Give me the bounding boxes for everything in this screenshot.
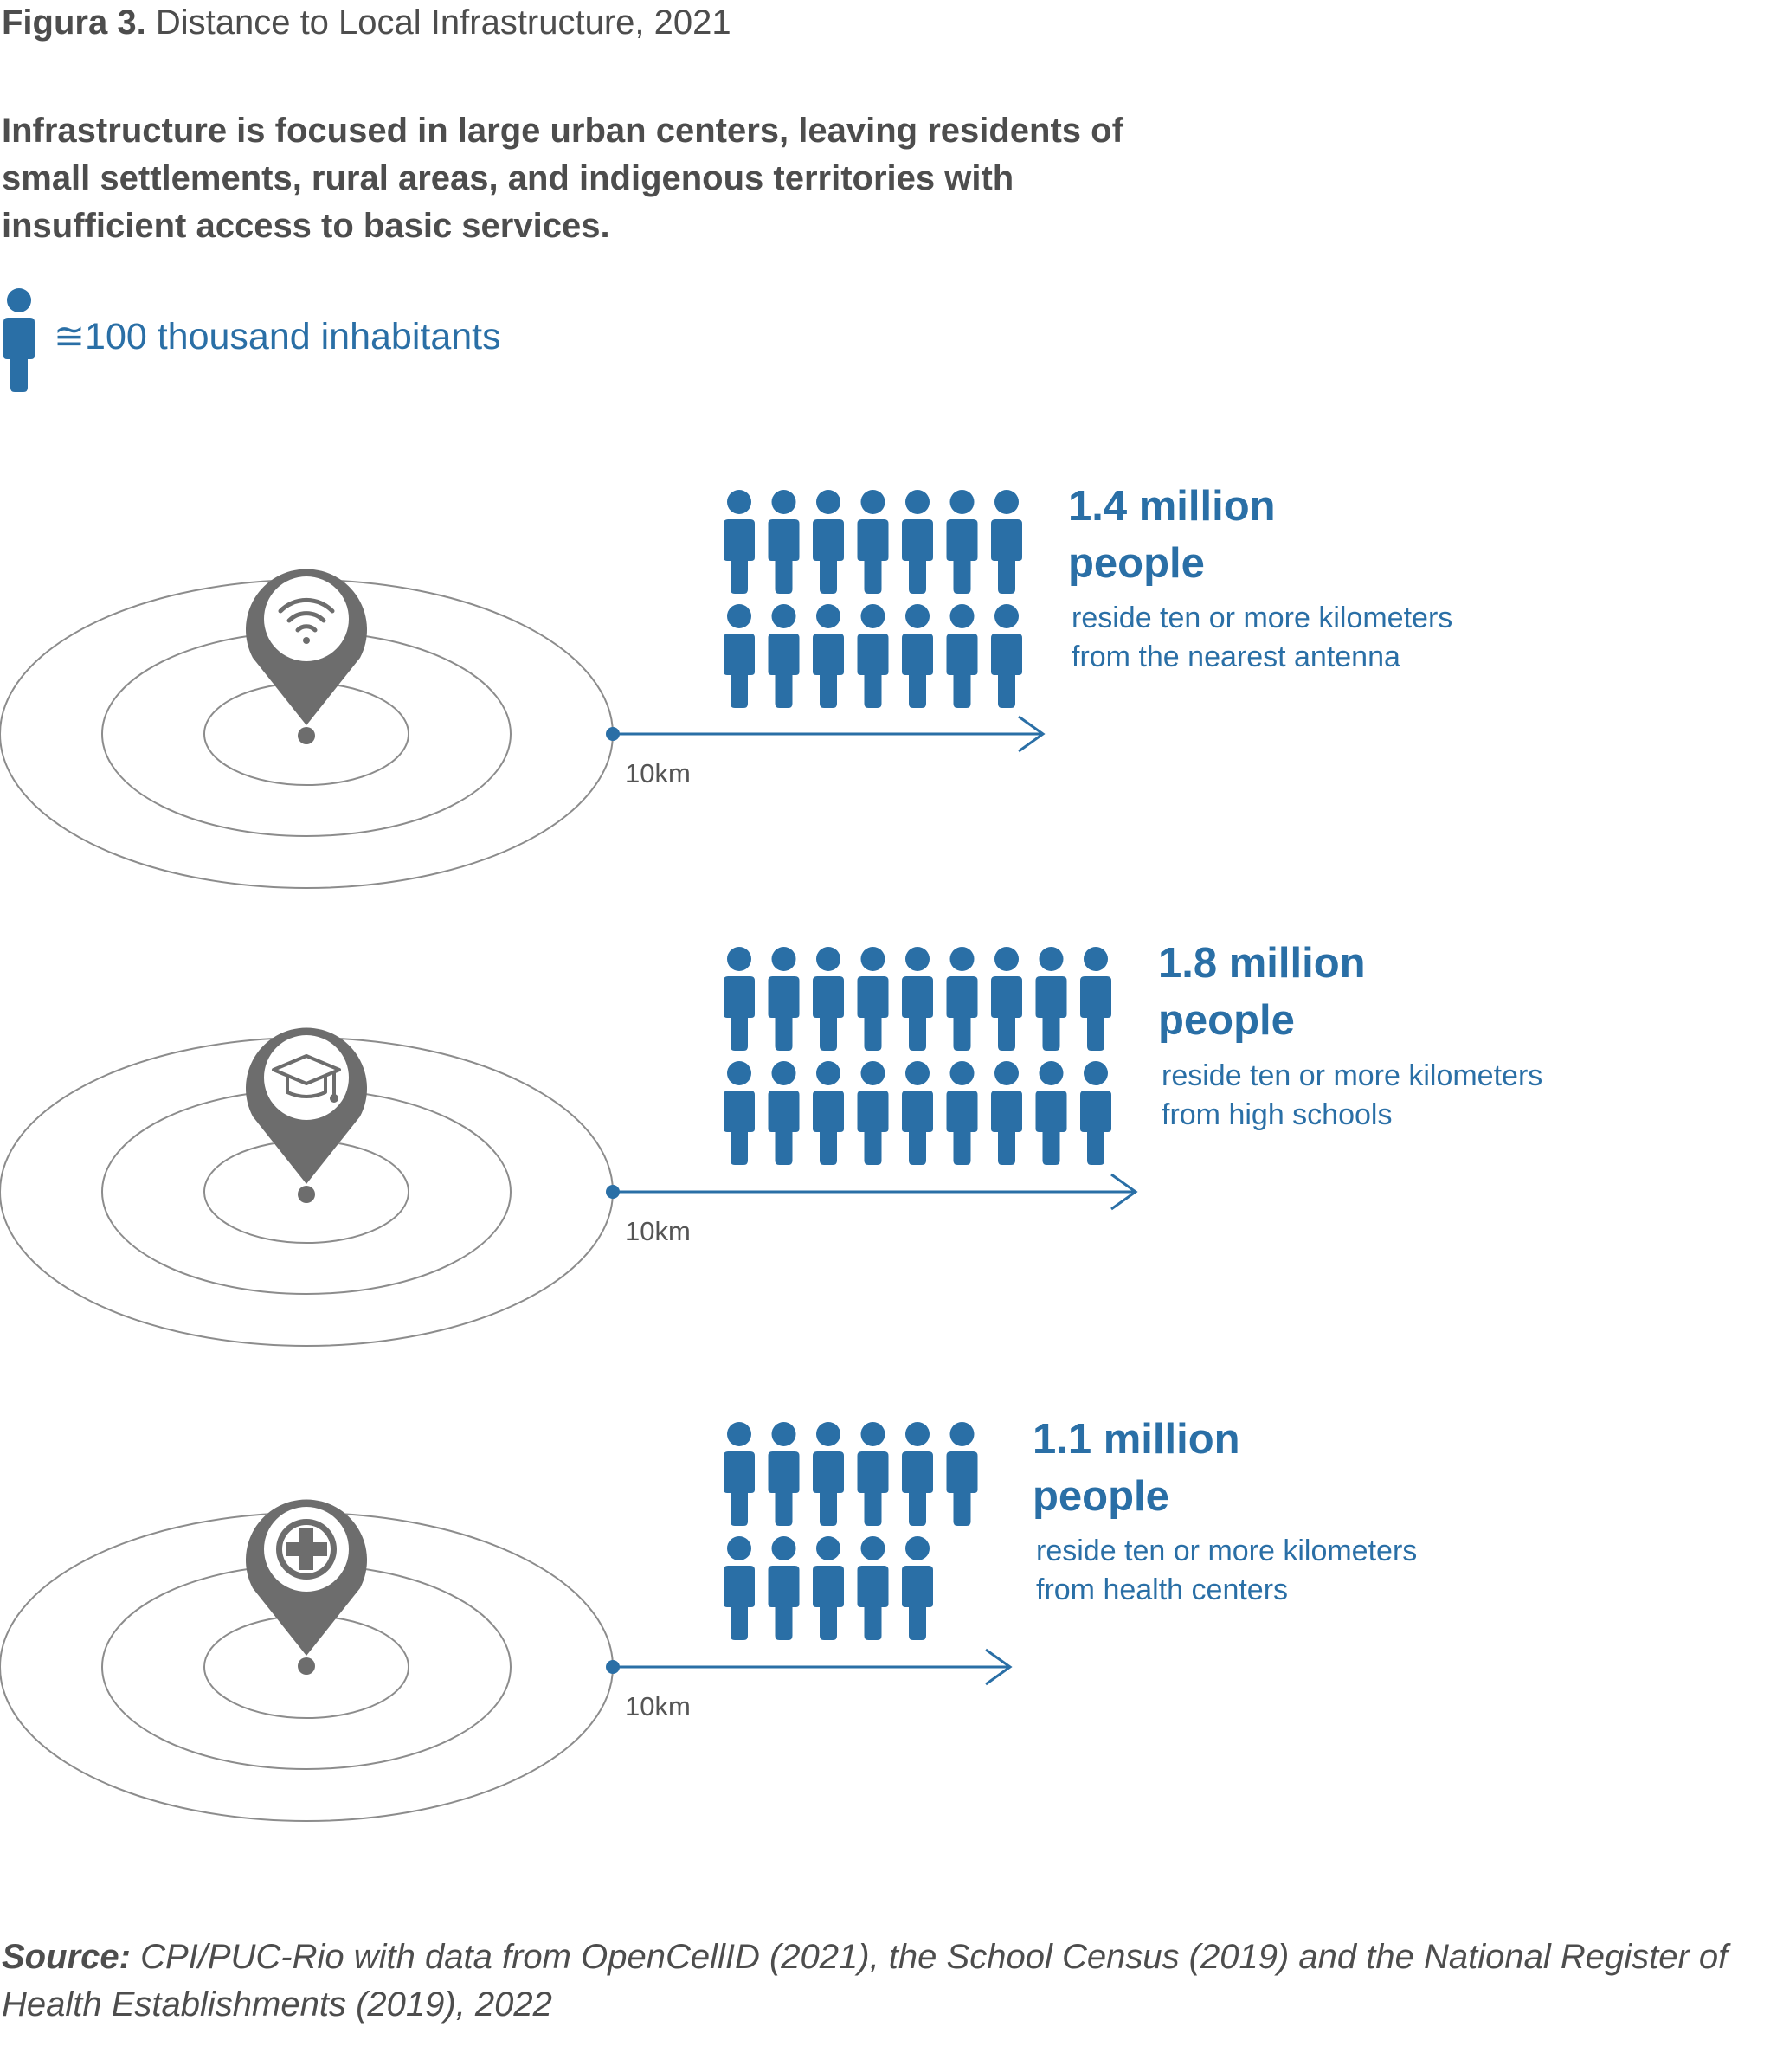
count-unit: people	[1068, 540, 1205, 587]
person-icon	[858, 1061, 889, 1165]
source-label: Source:	[2, 1938, 131, 1976]
person-icon	[947, 604, 978, 708]
person-icon	[1036, 947, 1067, 1051]
person-icon	[813, 604, 844, 708]
distance-arrow	[606, 1650, 1010, 1684]
person-icon	[991, 604, 1022, 708]
description-line: from the nearest antenna	[1072, 640, 1400, 673]
description-antenna	[1072, 599, 1452, 677]
distance-arrow	[606, 717, 1043, 751]
distance-label: 10km	[625, 758, 691, 788]
medical-cross-icon	[276, 1519, 337, 1580]
people-icons-antenna	[724, 490, 1022, 708]
person-icon	[991, 490, 1022, 594]
panel-high-school	[0, 947, 1136, 1346]
count-value: 1.1 million	[1033, 1416, 1240, 1463]
person-icon	[724, 1422, 755, 1526]
figure-label: Figura 3.	[2, 3, 146, 42]
count-unit: people	[1033, 1473, 1169, 1520]
distance-label: 10km	[625, 1691, 691, 1721]
person-icon	[858, 947, 889, 1051]
legend-text: 100 thousand inhabitants	[85, 316, 501, 357]
person-icon	[1036, 1061, 1067, 1165]
description-health-center	[1036, 1532, 1417, 1610]
person-icon	[858, 1536, 889, 1640]
person-icon	[858, 1422, 889, 1526]
person-icon	[902, 1422, 933, 1526]
description-high-school	[1162, 1057, 1542, 1135]
people-icons-high-school	[724, 947, 1111, 1165]
source-note	[2, 1934, 1776, 2029]
approx-symbol: ≅	[54, 316, 86, 357]
count-health-center	[1033, 1411, 1240, 1525]
person-icon	[3, 288, 35, 392]
distance-arrow	[606, 1174, 1136, 1209]
panel-health-center	[0, 1422, 1010, 1821]
count-value: 1.8 million	[1158, 940, 1366, 987]
person-icon	[813, 947, 844, 1051]
figure-title-text: Distance to Local Infrastructure, 2021	[155, 3, 731, 42]
count-antenna	[1068, 478, 1276, 592]
person-icon	[724, 1536, 755, 1640]
figure-subtitle: Infrastructure is focused in large urban centers, leaving residents of small settlements, rural areas, and indigenous territories with insufficient access to basic services.	[2, 112, 1123, 245]
location-pin-icon	[246, 1028, 367, 1203]
location-pin-icon	[246, 1500, 367, 1675]
person-icon	[902, 604, 933, 708]
person-icon	[813, 1536, 844, 1640]
person-icon	[769, 1061, 800, 1165]
count-unit: people	[1158, 997, 1295, 1044]
person-icon	[991, 1061, 1022, 1165]
person-icon	[724, 947, 755, 1051]
person-icon	[902, 947, 933, 1051]
person-icon	[769, 947, 800, 1051]
source-text: CPI/PUC-Rio with data from OpenCellID (2021), the School Census (2019) and the National Register of Health Establishments (2019), 2022	[2, 1938, 1728, 2024]
people-icons-health-center	[724, 1422, 978, 1640]
location-pin-icon	[246, 569, 367, 744]
person-icon	[813, 1422, 844, 1526]
person-icon	[1080, 947, 1111, 1051]
person-icon	[769, 1422, 800, 1526]
person-icon	[769, 604, 800, 708]
person-icon	[724, 604, 755, 708]
person-icon	[1080, 1061, 1111, 1165]
description-line: from high schools	[1162, 1098, 1393, 1131]
person-icon	[813, 1061, 844, 1165]
count-high-school	[1158, 935, 1366, 1049]
description-line: reside ten or more kilometers	[1162, 1059, 1543, 1092]
person-icon	[947, 490, 978, 594]
distance-label: 10km	[625, 1216, 691, 1246]
person-icon	[858, 490, 889, 594]
panel-antenna	[0, 490, 1043, 888]
person-icon	[813, 490, 844, 594]
person-icon	[858, 604, 889, 708]
person-icon	[769, 1536, 800, 1640]
person-icon	[947, 947, 978, 1051]
person-icon	[947, 1422, 978, 1526]
person-icon	[724, 490, 755, 594]
person-icon	[902, 490, 933, 594]
description-line: reside ten or more kilometers	[1072, 602, 1453, 634]
person-icon	[902, 1061, 933, 1165]
count-value: 1.4 million	[1068, 483, 1276, 530]
person-icon	[724, 1061, 755, 1165]
description-line: from health centers	[1036, 1573, 1289, 1606]
person-icon	[991, 947, 1022, 1051]
person-icon	[947, 1061, 978, 1165]
person-icon	[902, 1536, 933, 1640]
description-line: reside ten or more kilometers	[1036, 1535, 1418, 1567]
person-icon	[769, 490, 800, 594]
